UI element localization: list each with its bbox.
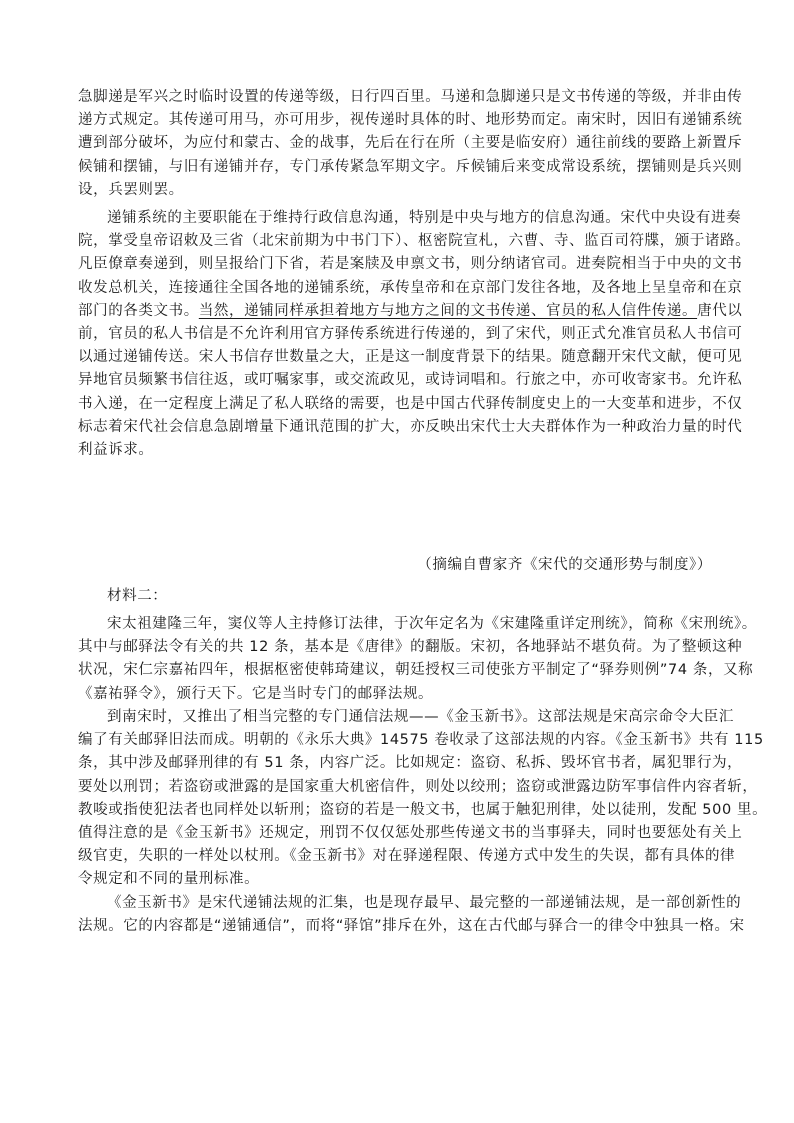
material-two-heading-block <box>78 585 718 608</box>
text-line: 设，兵罢则罢。 <box>78 181 184 198</box>
paragraph-song-criminal-code <box>78 613 757 706</box>
text-line: 其中与邮驿法令有关的共 12 条，基本是《唐律》的翻版。宋初，各地驿站不堪负荷。为了整顿这种 <box>78 639 743 656</box>
text-line: 收发总机关，连接通往全国各地的递铺系统，承传皇帝和在京部门发往各地，及各地上呈皇帝和在京 <box>78 279 743 296</box>
paragraph-relay-functions <box>78 207 751 462</box>
text-line: 异地官员频繁书信往返，或叮嘱家事，或交流政见，或诗词唱和。行旅之中，亦可收寄家书。允许私 <box>78 372 743 389</box>
text-line: 《嘉祐驿令》，颁行天下。它是当时专门的邮驿法规。 <box>78 685 434 702</box>
material-two-heading: 材料二： <box>107 588 168 604</box>
text-line: 值得注意的是《金玉新书》还规定，刑罚不仅仅惩处那些传递文书的当事驿夫，同时也要惩处有关上 <box>78 824 743 841</box>
text-line: 遭到部分破坏，为应付和蒙古、金的战事，先后在行在所（主要是临安府）通往前线的要路上新置斥 <box>78 135 743 152</box>
text-line-with-underline <box>78 300 743 323</box>
text-line: 以通过递铺传送。宋人书信存世数量之大，正是这一制度背景下的结果。随意翻开宋代文献，便可见 <box>78 349 743 366</box>
text-line: 《金玉新书》是宋代递铺法规的汇集，也是现存最早、最完整的一部递铺法规，是一部创新性的 <box>107 895 742 911</box>
text-line: 要处以刑罚；若盗窃或泄露的是国家重大机密信件，则处以绞刑；盗窃或泄露边防军事信件内容者斩， <box>78 778 758 795</box>
text-line: 递方式规定。其传递可用马，亦可用步，视传递时具体的时、地形势而定。南宋时，因旧有递铺系统 <box>78 112 743 129</box>
underlined-sentence: 当然，递铺同样承担着地方与地方之间的文书传递、官员的私人信件传递。 <box>198 302 698 319</box>
paragraph-jinyu-xinshu <box>78 706 768 892</box>
text-line: 条，其中涉及邮驿刑律的有 51 条，内容广泛。比如规定：盗窃、私拆、毁坏官书者，属犯罪行为， <box>78 755 743 772</box>
paragraph-jinyu-summary <box>78 892 745 938</box>
text-line: 宋太祖建隆三年，窦仪等人主持修订法律，于次年定名为《宋建隆重详定刑统》，简称《宋刑统》。 <box>107 616 757 632</box>
text-line: 法规。它的内容都是“递铺通信”，而将“驿馆”排斥在外，这在古代邮与驿合一的律令中独具一格。宋 <box>78 918 745 935</box>
text-line: 标志着宋代社会信息急剧增量下通讯范围的扩大，亦反映出宋代士大夫群体作为一种政治力量的时代 <box>78 418 743 435</box>
text-segment: 唐代以 <box>697 302 743 319</box>
text-line: 利益诉求。 <box>78 441 154 458</box>
text-segment: 部门的各类文书。 <box>78 302 199 319</box>
text-line: 凡臣僚章奏递到，则呈报给门下省，若是案牍及申禀文书，则分纳诸官司。进奏院相当于中央的文书 <box>78 256 743 273</box>
text-line: 令规定和不同的量刑标准。 <box>78 871 260 888</box>
text-line: 院，掌受皇帝诏敕及三省（北宋前期为中书门下）、枢密院宣札，六曹、寺、监百司符牒，颁于诸路。 <box>78 233 751 250</box>
text-line: 级官吏，失职的一样处以杖刑。《金玉新书》对在驿递程限、传递方式中发生的失误，都有具体的律 <box>78 848 736 865</box>
text-line: 状况，宋仁宗嘉祐四年，根据枢密使韩琦建议，朝廷授权三司使张方平制定了“驿券则例”74 条，又称 <box>78 662 754 679</box>
text-line: 候铺和摆铺，与旧有递铺并存，专门承传紧急军期文字。斥候铺后来变成常设系统，摆铺则是兵兴则 <box>78 158 743 175</box>
text-line: 递铺系统的主要职能在于维持行政信息沟通，特别是中央与地方的信息沟通。宋代中央设有进奏 <box>107 210 742 226</box>
text-line: 教唆或指使犯法者也同样处以斩刑；盗窃的若是一般文书，也属于触犯刑律，处以徒刑，发配 500 里。 <box>78 801 768 818</box>
text-line: 前，官员的私人书信是不允许利用官方驿传系统进行传递的，到了宋代，则正式允准官员私人书信可 <box>78 325 743 342</box>
paragraph-courier-levels <box>78 86 743 202</box>
source-citation: （摘编自曹家齐《宋代的交通形势与制度》） <box>417 557 712 573</box>
text-line: 到南宋时，又推出了相当完整的专门通信法规——《金玉新书》。这部法规是宋高宗命令大臣汇 <box>107 709 734 725</box>
text-line: 急脚递是军兴之时临时设置的传递等级，日行四百里。马递和急脚递只是文书传递的等级，并非由传 <box>78 89 743 105</box>
text-line: 书入递，在一定程度上满足了私人联络的需要，也是中国古代驿传制度史上的一大变革和进步，不仅 <box>78 395 743 412</box>
text-line: 编了有关邮驿旧法而成。明朝的《永乐大典》14575 卷收录了这部法规的内容。《金玉新书》共有 115 <box>78 732 764 749</box>
